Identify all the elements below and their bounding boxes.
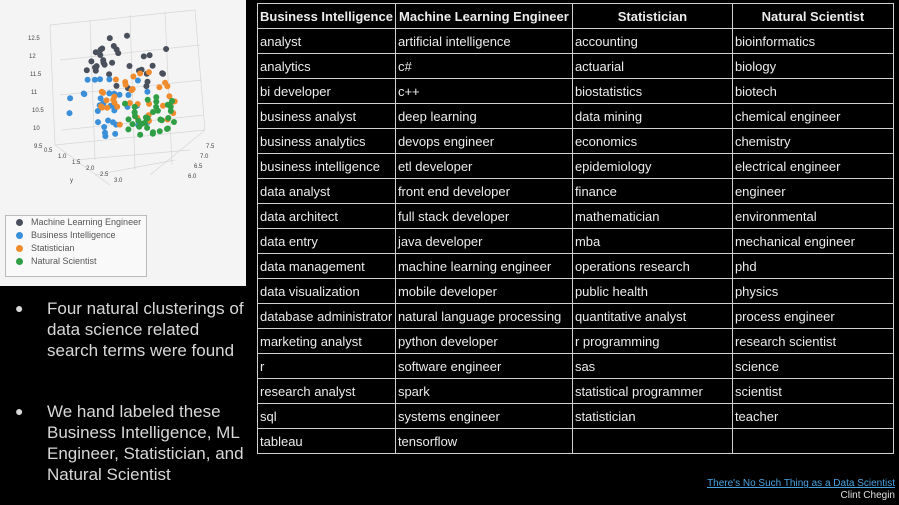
scatter-point — [110, 119, 116, 125]
grid-line — [90, 20, 95, 160]
table-cell: sas — [572, 354, 732, 379]
x-tick-label: 2.0 — [86, 166, 95, 172]
scatter-point — [104, 97, 110, 103]
scatter-point — [102, 133, 108, 139]
table-row — [258, 304, 894, 329]
y-tick-label: 6.5 — [194, 164, 203, 170]
table-row — [258, 79, 894, 104]
scatter-point — [95, 119, 101, 125]
scatter-point — [169, 98, 175, 104]
scatter-point — [160, 71, 166, 77]
table-cell: physics — [732, 279, 893, 304]
legend-label: Business Intelligence — [31, 230, 116, 240]
table-cell: deep learning — [395, 104, 572, 129]
legend-label: Machine Learning Engineer — [31, 217, 142, 227]
scatter-point — [109, 60, 115, 66]
table-cell: natural language processing — [395, 304, 572, 329]
table-row — [258, 279, 894, 304]
table-cell: data management — [258, 254, 396, 279]
table-row — [258, 254, 894, 279]
scatter-point — [123, 82, 129, 88]
scatter-point — [99, 89, 105, 95]
x-tick-label: 1.0 — [58, 154, 67, 160]
table-cell: engineer — [732, 179, 893, 204]
grid-line — [50, 25, 55, 145]
table-cell: tableau — [258, 429, 396, 454]
table-cell: finance — [572, 179, 732, 204]
scatter-point — [162, 80, 168, 86]
z-tick-label: 10 — [33, 126, 40, 132]
scatter-point — [117, 122, 123, 128]
table-row — [258, 204, 894, 229]
z-tick-label: 12.5 — [28, 36, 40, 42]
table-row — [258, 429, 894, 454]
scatter-point — [143, 115, 149, 121]
legend-marker-icon — [16, 232, 23, 239]
table-cell: business analyst — [258, 104, 396, 129]
scatter-point — [88, 58, 94, 64]
table-cell: machine learning engineer — [395, 254, 572, 279]
scatter-point — [132, 109, 138, 115]
table-cell: accounting — [572, 29, 732, 54]
table-cell: marketing analyst — [258, 329, 396, 354]
table-cell: r — [258, 354, 396, 379]
scatter-point — [164, 126, 170, 132]
table-cell: front end developer — [395, 179, 572, 204]
table-row — [258, 379, 894, 404]
z-tick-label: 9.5 — [34, 144, 43, 150]
table-cell: software engineer — [395, 354, 572, 379]
scatter-point — [150, 109, 156, 115]
scatter-point — [159, 117, 165, 123]
scatter-point — [145, 97, 151, 103]
scatter-point — [92, 77, 98, 83]
scatter-point — [144, 89, 150, 95]
z-tick-label: 11.5 — [30, 72, 42, 78]
scatter-point — [150, 63, 156, 69]
bullet-mark: ● — [15, 403, 24, 419]
table-cell: c++ — [395, 79, 572, 104]
legend-item — [6, 255, 146, 268]
table-cell: epidemiology — [572, 154, 732, 179]
scatter-point — [101, 60, 107, 66]
table-cell: analytics — [258, 54, 396, 79]
legend-marker-icon — [16, 219, 23, 226]
x-tick-label: 1.5 — [72, 160, 81, 166]
scatter-point — [165, 115, 171, 121]
scatter-point — [130, 74, 136, 80]
table-cell: statistical programmer — [572, 379, 732, 404]
scatter-point — [137, 132, 143, 138]
scatter-point — [145, 79, 151, 85]
scatter-point — [147, 52, 153, 58]
table-cell: research analyst — [258, 379, 396, 404]
table-row — [258, 104, 894, 129]
table-cell: mathematician — [572, 204, 732, 229]
table-cell: spark — [395, 379, 572, 404]
table-cell: sql — [258, 404, 396, 429]
table-cell: chemistry — [732, 129, 893, 154]
grid-line — [55, 130, 205, 145]
scatter-point — [150, 129, 156, 135]
scatter-3d-plot — [0, 0, 246, 215]
table-cell: actuarial — [572, 54, 732, 79]
scatter-point — [117, 92, 123, 98]
table-cell: phd — [732, 254, 893, 279]
table-cell: python developer — [395, 329, 572, 354]
table-cell: environmental — [732, 204, 893, 229]
scatter-point — [98, 103, 104, 109]
scatter-point — [85, 77, 91, 83]
scatter-point — [126, 116, 132, 122]
table-cell: chemical engineer — [732, 104, 893, 129]
scatter-point — [114, 83, 120, 89]
scatter-point — [130, 121, 136, 127]
table-cell: data visualization — [258, 279, 396, 304]
scatter-point — [97, 76, 103, 82]
scatter-point — [81, 91, 87, 97]
scatter-point — [99, 46, 105, 52]
author-credit: Clint Chegin — [840, 490, 895, 501]
grid-line — [50, 10, 195, 25]
z-tick-label: 12 — [29, 54, 36, 60]
scatter-point — [111, 43, 117, 49]
grid-line — [55, 145, 110, 185]
table-cell: operations research — [572, 254, 732, 279]
table-cell: electrical engineer — [732, 154, 893, 179]
bullet-text: We hand labeled these Business Intelligence, ML Engineer, Statistician, and Natural Scientist — [47, 402, 244, 484]
scatter-point — [110, 97, 116, 103]
scatter-point — [137, 71, 143, 77]
table-cell: business analytics — [258, 129, 396, 154]
y-axis-label: y — [70, 178, 73, 184]
table-cell: bi developer — [258, 79, 396, 104]
scatter-point — [157, 128, 163, 134]
scatter-point — [67, 95, 73, 101]
scatter-point — [104, 105, 110, 111]
table-cell — [572, 429, 732, 454]
scatter-point — [125, 126, 131, 132]
grid-line — [75, 150, 190, 160]
scatter-point — [141, 53, 147, 59]
table-row — [258, 229, 894, 254]
scatter-point — [94, 63, 100, 69]
y-tick-label: 6.0 — [188, 174, 197, 180]
grid-line — [195, 10, 205, 130]
column-header: Business Intelligence — [258, 4, 396, 29]
y-tick-label: 7.0 — [200, 154, 209, 160]
table-cell: biotech — [732, 79, 893, 104]
table-cell: biostatistics — [572, 79, 732, 104]
scatter-point — [98, 95, 104, 101]
scatter-point — [153, 94, 159, 100]
bullet-mark: ● — [15, 300, 24, 316]
table-cell: mobile developer — [395, 279, 572, 304]
table-row — [258, 54, 894, 79]
scatter-point — [101, 124, 107, 130]
table-cell: data analyst — [258, 179, 396, 204]
scatter-point — [132, 104, 138, 110]
source-article-link[interactable]: There's No Such Thing as a Data Scientist — [707, 478, 895, 489]
scatter-point — [84, 67, 90, 73]
table-cell: data mining — [572, 104, 732, 129]
scatter-point — [135, 78, 141, 84]
table-cell: data entry — [258, 229, 396, 254]
search-terms-table — [257, 3, 894, 454]
table-row — [258, 129, 894, 154]
table-cell: research scientist — [732, 329, 893, 354]
table-row — [258, 154, 894, 179]
table-cell: analyst — [258, 29, 396, 54]
table-cell: tensorflow — [395, 429, 572, 454]
scatter-point — [142, 120, 148, 126]
column-header: Statistician — [572, 4, 732, 29]
z-tick-label: 10.5 — [32, 108, 44, 114]
table-cell: data architect — [258, 204, 396, 229]
table-cell: bioinformatics — [732, 29, 893, 54]
scatter-point — [113, 77, 119, 83]
table-cell: economics — [572, 129, 732, 154]
table-cell: mechanical engineer — [732, 229, 893, 254]
legend-label: Statistician — [31, 243, 75, 253]
legend-marker-icon — [16, 245, 23, 252]
scatter-point — [106, 76, 112, 82]
legend-item — [6, 229, 146, 242]
table-cell: r programming — [572, 329, 732, 354]
table-cell: c# — [395, 54, 572, 79]
column-header: Natural Scientist — [732, 4, 893, 29]
table-cell: devops engineer — [395, 129, 572, 154]
legend-item — [6, 242, 146, 255]
scatter-point — [114, 104, 120, 110]
table-row — [258, 329, 894, 354]
table-header-row — [258, 4, 894, 29]
chart-legend — [5, 215, 147, 277]
table-cell: scientist — [732, 379, 893, 404]
table-row — [258, 354, 894, 379]
y-tick-label: 7.5 — [206, 144, 215, 150]
table-cell: process engineer — [732, 304, 893, 329]
scatter-point — [67, 110, 73, 116]
scatter-point — [156, 84, 162, 90]
table-cell: science — [732, 354, 893, 379]
table-cell: full stack developer — [395, 204, 572, 229]
legend-item — [6, 216, 146, 229]
table-cell: quantitative analyst — [572, 304, 732, 329]
scatter-point — [168, 104, 174, 110]
scatter-point — [127, 63, 133, 69]
scatter-point — [146, 69, 152, 75]
table-cell: business intelligence — [258, 154, 396, 179]
scatter-3d-panel — [0, 0, 246, 286]
bullet-text: Four natural clusterings of data science related search terms were found — [47, 299, 244, 360]
table-row — [258, 404, 894, 429]
column-header: Machine Learning Engineer — [395, 4, 572, 29]
x-tick-label: 2.5 — [100, 172, 109, 178]
grid-line — [60, 45, 200, 60]
scatter-point — [171, 119, 177, 125]
table-row — [258, 179, 894, 204]
scatter-point — [124, 33, 130, 39]
x-tick-label: 0.5 — [44, 148, 53, 154]
table-cell — [732, 429, 893, 454]
table-cell: database administrator — [258, 304, 396, 329]
table-cell: public health — [572, 279, 732, 304]
table-cell: java developer — [395, 229, 572, 254]
table-cell: teacher — [732, 404, 893, 429]
table-cell: artificial intelligence — [395, 29, 572, 54]
scatter-point — [163, 46, 169, 52]
scatter-point — [97, 52, 103, 58]
table-cell: etl developer — [395, 154, 572, 179]
table-cell: mba — [572, 229, 732, 254]
z-tick-label: 11 — [31, 90, 38, 96]
x-tick-label: 3.0 — [114, 178, 123, 184]
legend-marker-icon — [16, 258, 23, 265]
table-cell: statistician — [572, 404, 732, 429]
scatter-point — [130, 86, 136, 92]
table-cell: biology — [732, 54, 893, 79]
table-cell: systems engineer — [395, 404, 572, 429]
scatter-point — [106, 71, 112, 77]
scatter-point — [107, 35, 113, 41]
table-row — [258, 29, 894, 54]
scatter-point — [112, 131, 118, 137]
scatter-point — [122, 101, 128, 107]
legend-label: Natural Scientist — [31, 256, 97, 266]
